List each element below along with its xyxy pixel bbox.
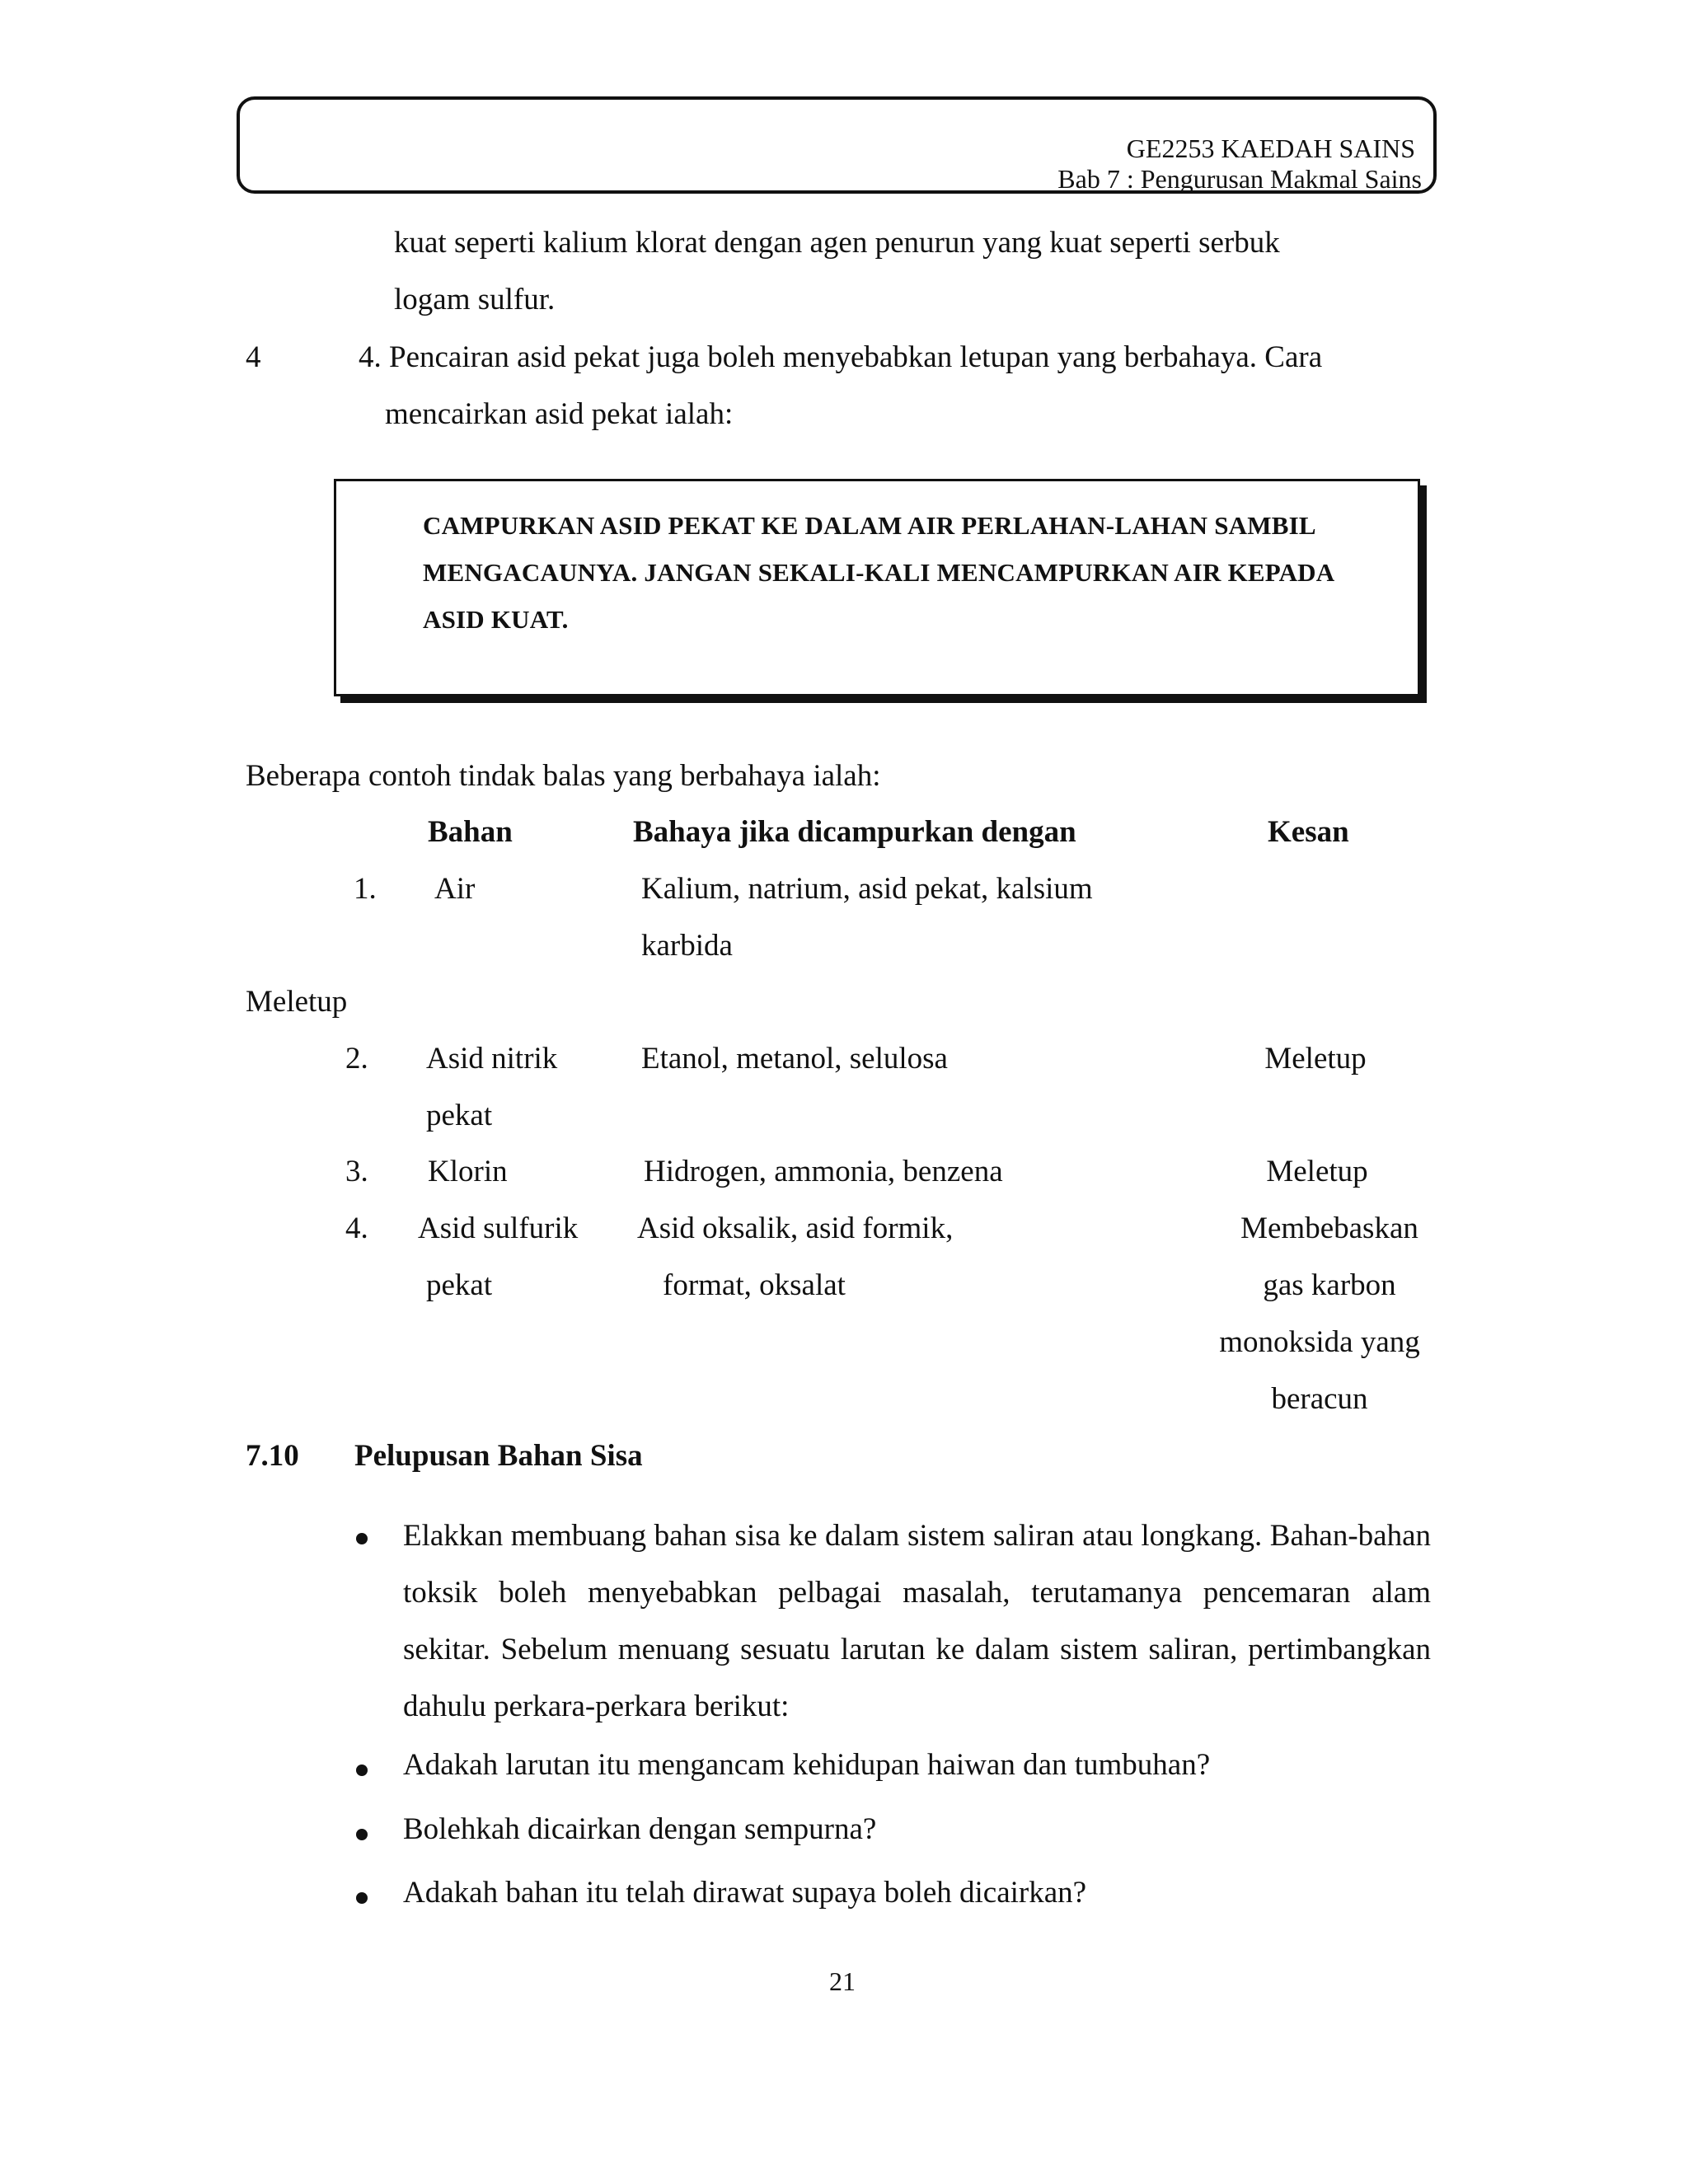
header-hazard: Bahaya jika dicampurkan dengan	[633, 815, 1076, 849]
course-code: GE2253 KAEDAH SAINS	[1126, 134, 1415, 163]
row-2-number: 2.	[345, 1042, 368, 1076]
row-2-effect: Meletup	[1264, 1042, 1367, 1076]
intro-line-2: logam sulfur.	[394, 283, 556, 316]
intro-line-1: kuat seperti kalium klorat dengan agen penurun yang kuat seperti serbuk	[394, 226, 1280, 260]
section-number: 7.10	[246, 1439, 299, 1473]
row-3-effect: Meletup	[1266, 1155, 1368, 1188]
row-3-number: 3.	[345, 1155, 368, 1188]
bullet-icon	[356, 1533, 368, 1544]
row-4-effect-line-3: monoksida yang	[1219, 1325, 1420, 1359]
bullet-paragraph-3: Bolehkah dicairkan dengan sempurna?	[403, 1812, 877, 1846]
row-1-material: Air	[434, 872, 476, 906]
header-material: Bahan	[428, 815, 513, 849]
row-4-material-line-1: Asid sulfurik	[418, 1212, 579, 1245]
row-2-material-line-1: Asid nitrik	[426, 1042, 558, 1076]
row-4-number: 4.	[345, 1212, 368, 1245]
header-box	[237, 96, 1437, 194]
bullet-paragraph-4: Adakah bahan itu telah dirawat supaya boleh dicairkan?	[403, 1876, 1087, 1910]
chapter-title: Bab 7 : Pengurusan Makmal Sains	[1057, 164, 1422, 194]
page-number: 21	[829, 1966, 856, 1996]
bullet-paragraph-1: Elakkan membuang bahan sisa ke dalam sistem saliran atau longkang. Bahan-bahan toksik boleh menyebabkan pelbagai masalah, terutamanya pencemaran alam sekitar. Sebelum menuang sesuatu larutan ke dalam sistem saliran, pertimbangkan dahulu perkara-perkara berikut:	[403, 1519, 1431, 1723]
row-1-hazard-line-1: Kalium, natrium, asid pekat, kalsium	[641, 872, 1093, 906]
bullet-icon	[356, 1892, 368, 1904]
row-4-effect-line-4: beracun	[1271, 1382, 1368, 1416]
item-marker: 4	[246, 340, 261, 374]
row-1-number: 1.	[354, 872, 377, 906]
reactions-lead: Beberapa contoh tindak balas yang berbahaya ialah:	[246, 759, 881, 793]
section-title: Pelupusan Bahan Sisa	[354, 1439, 643, 1473]
row-4-effect-line-1: Membebaskan	[1240, 1212, 1418, 1245]
bullet-paragraph-2: Adakah larutan itu mengancam kehidupan haiwan dan tumbuhan?	[403, 1748, 1211, 1782]
row-4-material-line-2: pekat	[426, 1268, 493, 1302]
bullet-icon	[356, 1765, 368, 1776]
row-4-hazard-line-1: Asid oksalik, asid formik,	[637, 1212, 954, 1245]
row-2-material-line-2: pekat	[426, 1099, 493, 1132]
row-4-hazard-line-2: format, oksalat	[663, 1268, 846, 1302]
warning-line-2: MENGACAUNYA. JANGAN SEKALI-KALI MENCAMPURKAN AIR KEPADA	[423, 558, 1335, 587]
warning-line-3: ASID KUAT.	[423, 605, 569, 634]
row-3-material: Klorin	[428, 1155, 508, 1188]
row-4-effect-line-2: gas karbon	[1263, 1268, 1396, 1302]
row-1-hazard-line-2: karbida	[641, 929, 733, 963]
warning-box	[334, 479, 1420, 696]
row-2-hazard: Etanol, metanol, selulosa	[641, 1042, 948, 1076]
row-3-hazard: Hidrogen, ammonia, benzena	[644, 1155, 1003, 1188]
header-effect: Kesan	[1268, 815, 1349, 849]
bullet-icon	[356, 1829, 368, 1840]
item-line-1: 4. Pencairan asid pekat juga boleh menyebabkan letupan yang berbahaya. Cara	[359, 340, 1323, 374]
row-1-effect: Meletup	[246, 985, 348, 1019]
item-line-2: mencairkan asid pekat ialah:	[385, 397, 734, 431]
warning-line-1: CAMPURKAN ASID PEKAT KE DALAM AIR PERLAHAN-LAHAN SAMBIL	[423, 511, 1316, 540]
